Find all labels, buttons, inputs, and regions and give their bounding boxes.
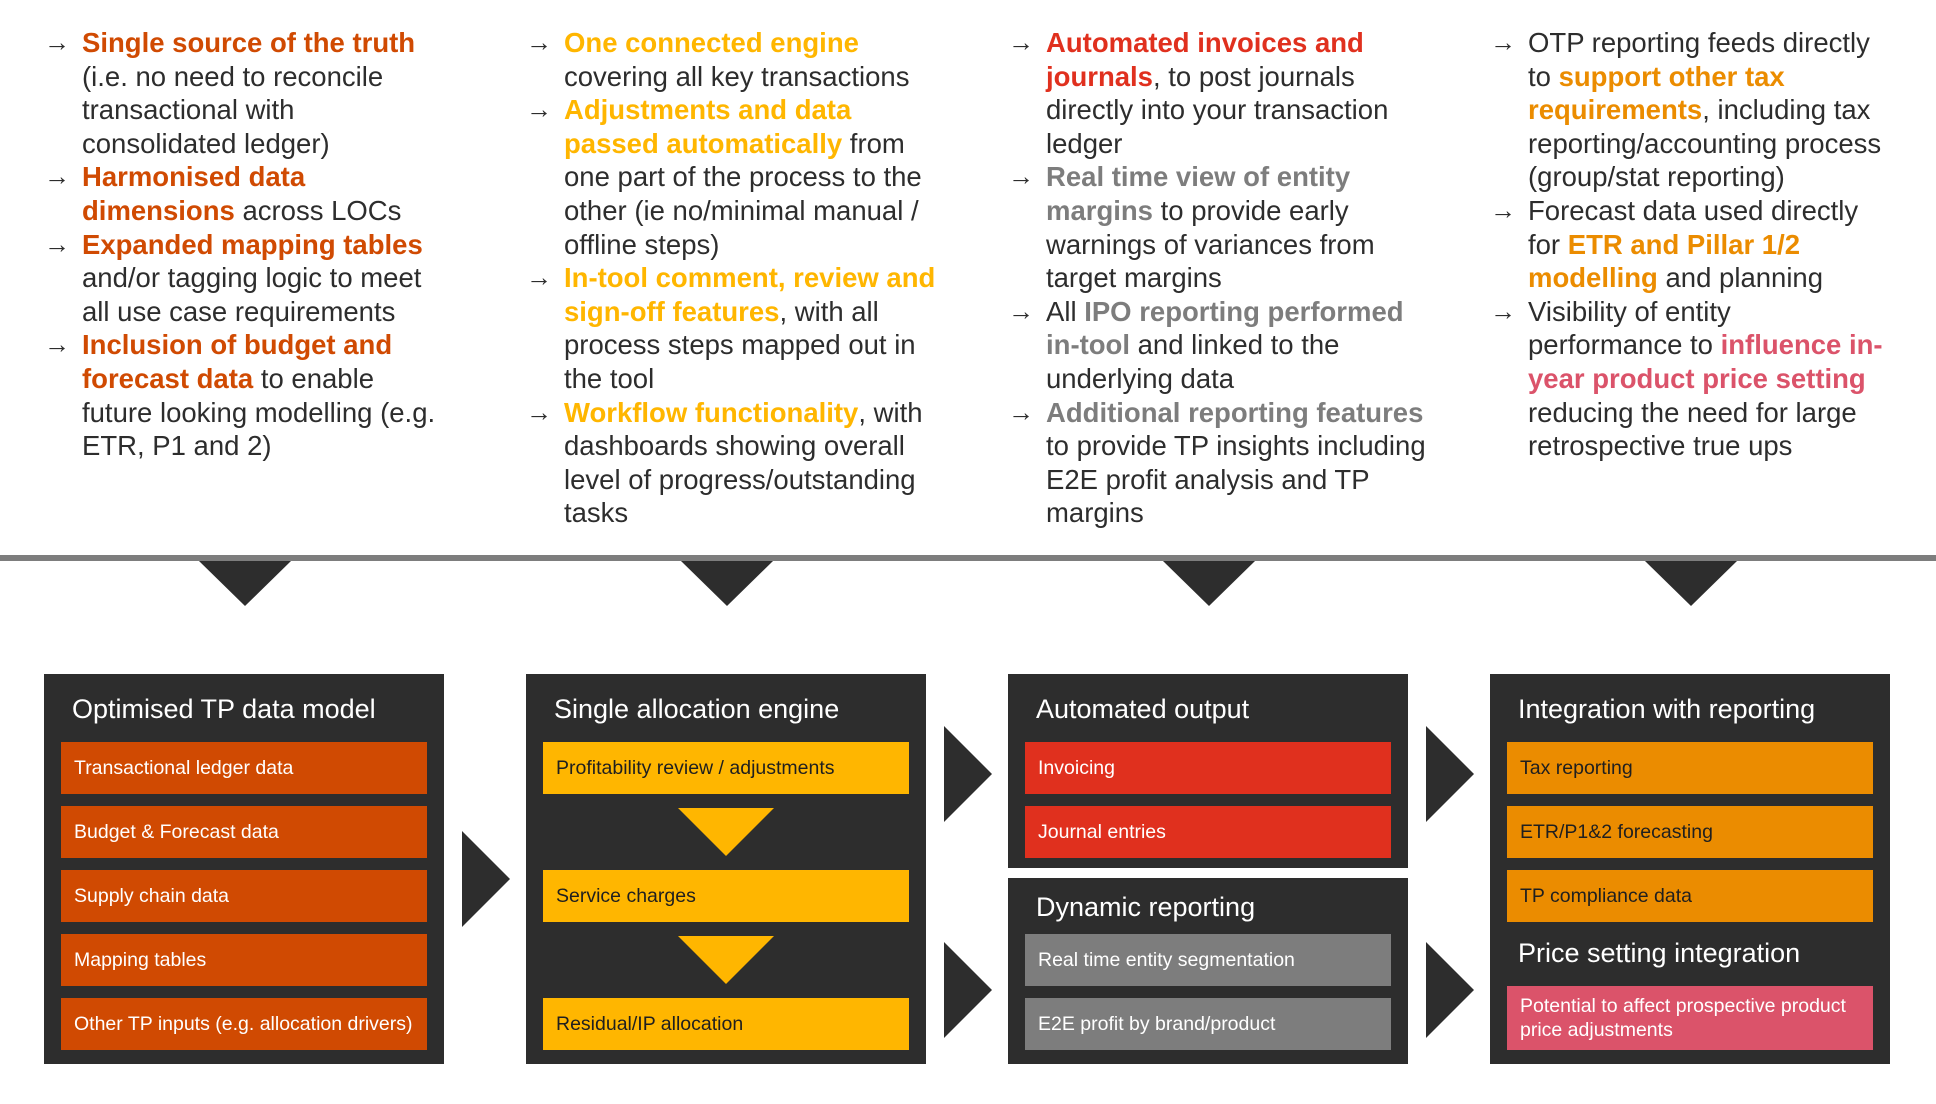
highlight-text: Inclusion of budget and forecast data bbox=[82, 329, 393, 394]
body-text: and linked to the underlying data bbox=[1046, 329, 1340, 394]
item-e2e-profit: E2E profit by brand/product bbox=[1025, 998, 1391, 1050]
highlight-text: Harmonised data dimensions bbox=[82, 161, 306, 226]
body-text: , with all process steps mapped out in the tool bbox=[564, 295, 916, 394]
body-text: , with dashboards showing overall level of progress/outstanding tasks bbox=[564, 396, 923, 529]
right-triangle-4 bbox=[1426, 726, 1474, 822]
item-other-tp-inputs: Other TP inputs (e.g. allocation drivers) bbox=[61, 998, 427, 1050]
right-triangle-1 bbox=[462, 831, 510, 927]
box-integration-with-reporting bbox=[1490, 674, 1890, 1064]
highlight-text: Adjustments and data passed automatically bbox=[564, 94, 852, 159]
right-arrow-icon: → bbox=[44, 329, 70, 360]
body-text: Forecast data used directly for bbox=[1528, 194, 1859, 260]
bullet-item bbox=[1490, 26, 1890, 194]
price-setting-title: Price setting integration bbox=[1518, 938, 1801, 968]
bullet-item bbox=[44, 228, 444, 329]
body-text: covering all key transactions bbox=[564, 60, 910, 92]
right-arrow-icon: → bbox=[1008, 161, 1034, 192]
box-optimised-tp-data-model bbox=[44, 674, 444, 1064]
box-title: Dynamic reporting bbox=[1036, 892, 1256, 922]
highlight-text: IPO reporting performed in-tool bbox=[1046, 295, 1404, 361]
down-triangle-3 bbox=[1163, 561, 1255, 606]
item-invoicing: Invoicing bbox=[1025, 742, 1391, 794]
body-text: Visibility of entity performance to bbox=[1528, 295, 1731, 361]
right-arrow-icon: → bbox=[526, 262, 552, 293]
item-journal-entries: Journal entries bbox=[1025, 806, 1391, 858]
item-residual-ip-allocation: Residual/IP allocation bbox=[543, 998, 909, 1050]
column-1 bbox=[44, 26, 444, 463]
bullet-item bbox=[44, 26, 444, 160]
item-etr-forecasting: ETR/P1&2 forecasting bbox=[1507, 806, 1873, 858]
bullet-item bbox=[44, 328, 444, 462]
right-triangle-3 bbox=[944, 942, 992, 1038]
highlight-text: Automated invoices and journals bbox=[1046, 27, 1364, 92]
item-tp-compliance-data: TP compliance data bbox=[1507, 870, 1873, 922]
right-arrow-icon: → bbox=[1008, 295, 1034, 326]
down-triangle-1 bbox=[199, 561, 291, 606]
body-text: , to post journals directly into your transaction ledger bbox=[1046, 60, 1389, 159]
right-arrow-icon: → bbox=[526, 94, 552, 125]
right-arrow-icon: → bbox=[44, 228, 70, 259]
highlight-text: Expanded mapping tables bbox=[82, 228, 423, 260]
body-text: All bbox=[1046, 295, 1085, 327]
highlight-text: Workflow functionality bbox=[564, 396, 859, 428]
box-title: Optimised TP data model bbox=[72, 694, 376, 724]
column-2 bbox=[526, 26, 936, 530]
item-supply-chain: Supply chain data bbox=[61, 870, 427, 922]
item-profitability-review: Profitability review / adjustments bbox=[543, 742, 909, 794]
right-arrow-icon: → bbox=[1008, 396, 1034, 427]
body-text: and/or tagging logic to meet all use case requirements bbox=[82, 262, 422, 327]
bullet-item bbox=[1008, 26, 1428, 160]
down-triangle-4 bbox=[1645, 561, 1737, 606]
bullet-item bbox=[1490, 194, 1890, 295]
right-arrow-icon: → bbox=[1490, 194, 1516, 225]
bullet-item bbox=[1008, 295, 1428, 396]
highlight-text: support other tax requirements bbox=[1528, 60, 1785, 126]
right-triangle-2 bbox=[944, 726, 992, 822]
box-dynamic-reporting bbox=[1008, 878, 1408, 1064]
body-text: reducing the need for large retrospective true ups bbox=[1528, 396, 1857, 462]
item-price-adjustments: Potential to affect prospective product price adjustments bbox=[1507, 986, 1873, 1050]
bullet-item bbox=[526, 261, 936, 395]
highlight-text: Single source of the truth bbox=[82, 27, 416, 58]
right-arrow-icon: → bbox=[44, 161, 70, 192]
item-mapping-tables: Mapping tables bbox=[61, 934, 427, 986]
body-text: to enable future looking modelling (e.g. ETR, P1 and 2) bbox=[82, 362, 436, 462]
box-automated-output bbox=[1008, 674, 1408, 868]
body-text: to provide TP insights including E2E profit analysis and TP margins bbox=[1046, 430, 1426, 529]
bullet-item bbox=[1008, 160, 1428, 294]
highlight-text: In-tool comment, review and sign-off features bbox=[564, 262, 936, 327]
bullet-item bbox=[526, 396, 936, 530]
highlight-text: influence in-year product price setting bbox=[1528, 329, 1883, 394]
box-title: Automated output bbox=[1036, 694, 1250, 724]
right-arrow-icon: → bbox=[526, 27, 552, 57]
body-text: , including tax reporting/accounting process (group/stat reporting) bbox=[1528, 94, 1882, 193]
box-single-allocation-engine bbox=[526, 674, 926, 1064]
down-triangle-2 bbox=[681, 561, 773, 606]
bullet-item bbox=[1490, 295, 1890, 463]
right-arrow-icon: → bbox=[526, 396, 552, 427]
right-triangle-5 bbox=[1426, 942, 1474, 1038]
right-arrow-icon: → bbox=[1008, 27, 1034, 57]
body-text: across LOCs bbox=[234, 194, 402, 226]
item-tax-reporting: Tax reporting bbox=[1507, 742, 1873, 794]
bullet-item bbox=[44, 160, 444, 227]
right-arrow-icon: → bbox=[1490, 295, 1516, 326]
item-real-time-entity-segmentation: Real time entity segmentation bbox=[1025, 934, 1391, 986]
highlight-text: Additional reporting features bbox=[1046, 396, 1424, 428]
body-text: and planning bbox=[1657, 262, 1824, 294]
highlight-text: One connected engine bbox=[564, 27, 859, 58]
column-4 bbox=[1490, 26, 1890, 463]
down-triangle-inner-2 bbox=[678, 936, 774, 984]
highlight-text: Real time view of entity margins bbox=[1046, 161, 1351, 226]
box-title: Single allocation engine bbox=[554, 694, 840, 724]
body-text: from one part of the process to the other (ie no/minimal manual / offline steps) bbox=[564, 127, 922, 260]
column-3 bbox=[1008, 26, 1428, 530]
item-service-charges: Service charges bbox=[543, 870, 909, 922]
right-arrow-icon: → bbox=[44, 27, 70, 57]
right-arrow-icon: → bbox=[1490, 27, 1516, 57]
body-text: OTP reporting feeds directly to bbox=[1528, 27, 1870, 92]
box-title: Integration with reporting bbox=[1518, 694, 1816, 724]
bullet-item bbox=[526, 26, 936, 93]
down-triangle-inner-1 bbox=[678, 808, 774, 856]
item-budget-forecast: Budget & Forecast data bbox=[61, 806, 427, 858]
body-text: (i.e. no need to reconcile transactional with consolidated ledger) bbox=[82, 60, 384, 159]
bullet-item bbox=[526, 93, 936, 261]
highlight-text: ETR and Pillar 1/2 modelling bbox=[1528, 228, 1801, 294]
body-text: to provide early warnings of variances from target margins bbox=[1046, 194, 1375, 294]
bullet-item bbox=[1008, 396, 1428, 530]
item-transactional-ledger: Transactional ledger data bbox=[61, 742, 427, 794]
